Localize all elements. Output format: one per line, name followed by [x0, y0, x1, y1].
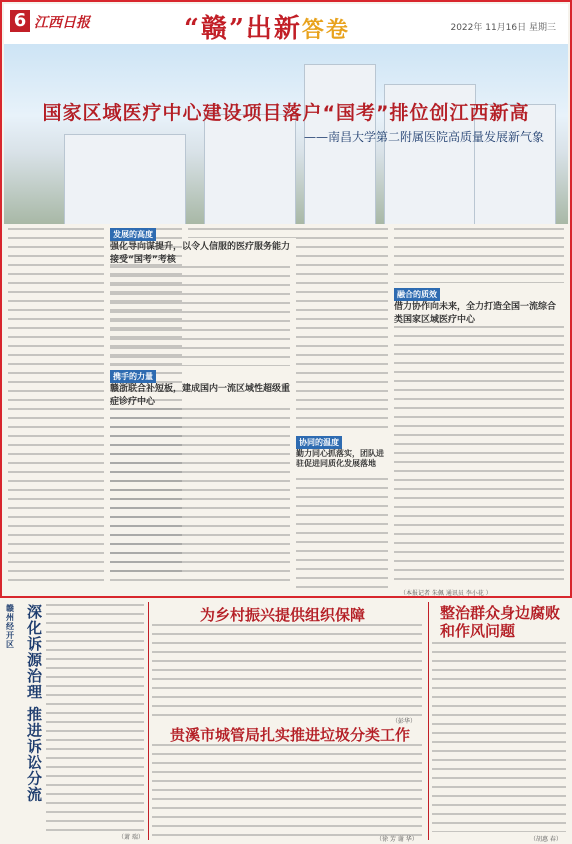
- section-tag: 协同的温度: [296, 436, 342, 449]
- section-title: 赣浙联合补短板，建成国内一流区域性超级重症诊疗中心: [110, 384, 291, 407]
- text-column: [432, 642, 566, 832]
- text-column: [152, 624, 422, 720]
- building-shape: [64, 134, 186, 224]
- story-area: 赣州经开区: [6, 604, 14, 649]
- column-title-emph: 答卷: [301, 17, 350, 43]
- text-column: [152, 744, 422, 840]
- text-column: [110, 408, 290, 588]
- text-column: [394, 228, 564, 283]
- column-title: [184, 8, 350, 45]
- section-title: 勤力同心抓落实，团队进驻促进同质化发展落地: [296, 449, 384, 468]
- text-column: [188, 228, 296, 238]
- section-title: 强化导向谋提升，以令人信服的医疗服务能力接受“国考”考核: [110, 242, 291, 265]
- section-tag: 携手的力量: [110, 370, 156, 383]
- page-number: 6: [10, 10, 30, 32]
- column-divider: [428, 602, 429, 840]
- story-credit: （萧 瑞）: [118, 834, 144, 841]
- text-column: [46, 604, 144, 834]
- story-title: 深化诉源治理 推进诉讼分流: [25, 604, 43, 803]
- story-credit: （胡惠 春）: [530, 836, 562, 843]
- section-tag: 发展的高度: [110, 228, 156, 241]
- section-title: 借力协作向未来，全力打造全国一流综合类国家区域医疗中心: [394, 302, 557, 325]
- text-column: [110, 266, 290, 366]
- column-divider: [148, 602, 149, 840]
- lead-headline: 国家区域医疗中心建设项目落户“国考”排位创江西新高: [42, 102, 530, 124]
- text-column: [296, 228, 388, 433]
- story-credit: （徐 芳 谢 华）: [376, 836, 418, 843]
- lead-subheadline: ——南昌大学第二附属医院高质量发展新气象: [303, 130, 544, 144]
- page-header: [4, 4, 568, 44]
- section-tag: 融合的质效: [394, 288, 440, 301]
- lead-byline: （本报记者 朱佩 通讯员 李小花 ）: [400, 590, 492, 597]
- text-column: [394, 326, 564, 586]
- text-column: [8, 228, 104, 583]
- column-title-prefix: “赣”出新: [184, 14, 302, 44]
- paper-name: 江西日报: [34, 15, 90, 31]
- story-credit: （彭华）: [392, 718, 417, 725]
- issue-date: 2022年 11月16日 星期三: [450, 23, 556, 33]
- text-column: [296, 478, 388, 588]
- story-title: 为乡村振兴提供组织保障: [200, 606, 366, 624]
- story-title: 贵溪市城管局扎实推进垃圾分类工作: [170, 726, 411, 744]
- story-title: 整治群众身边腐败和作风问题: [440, 604, 561, 640]
